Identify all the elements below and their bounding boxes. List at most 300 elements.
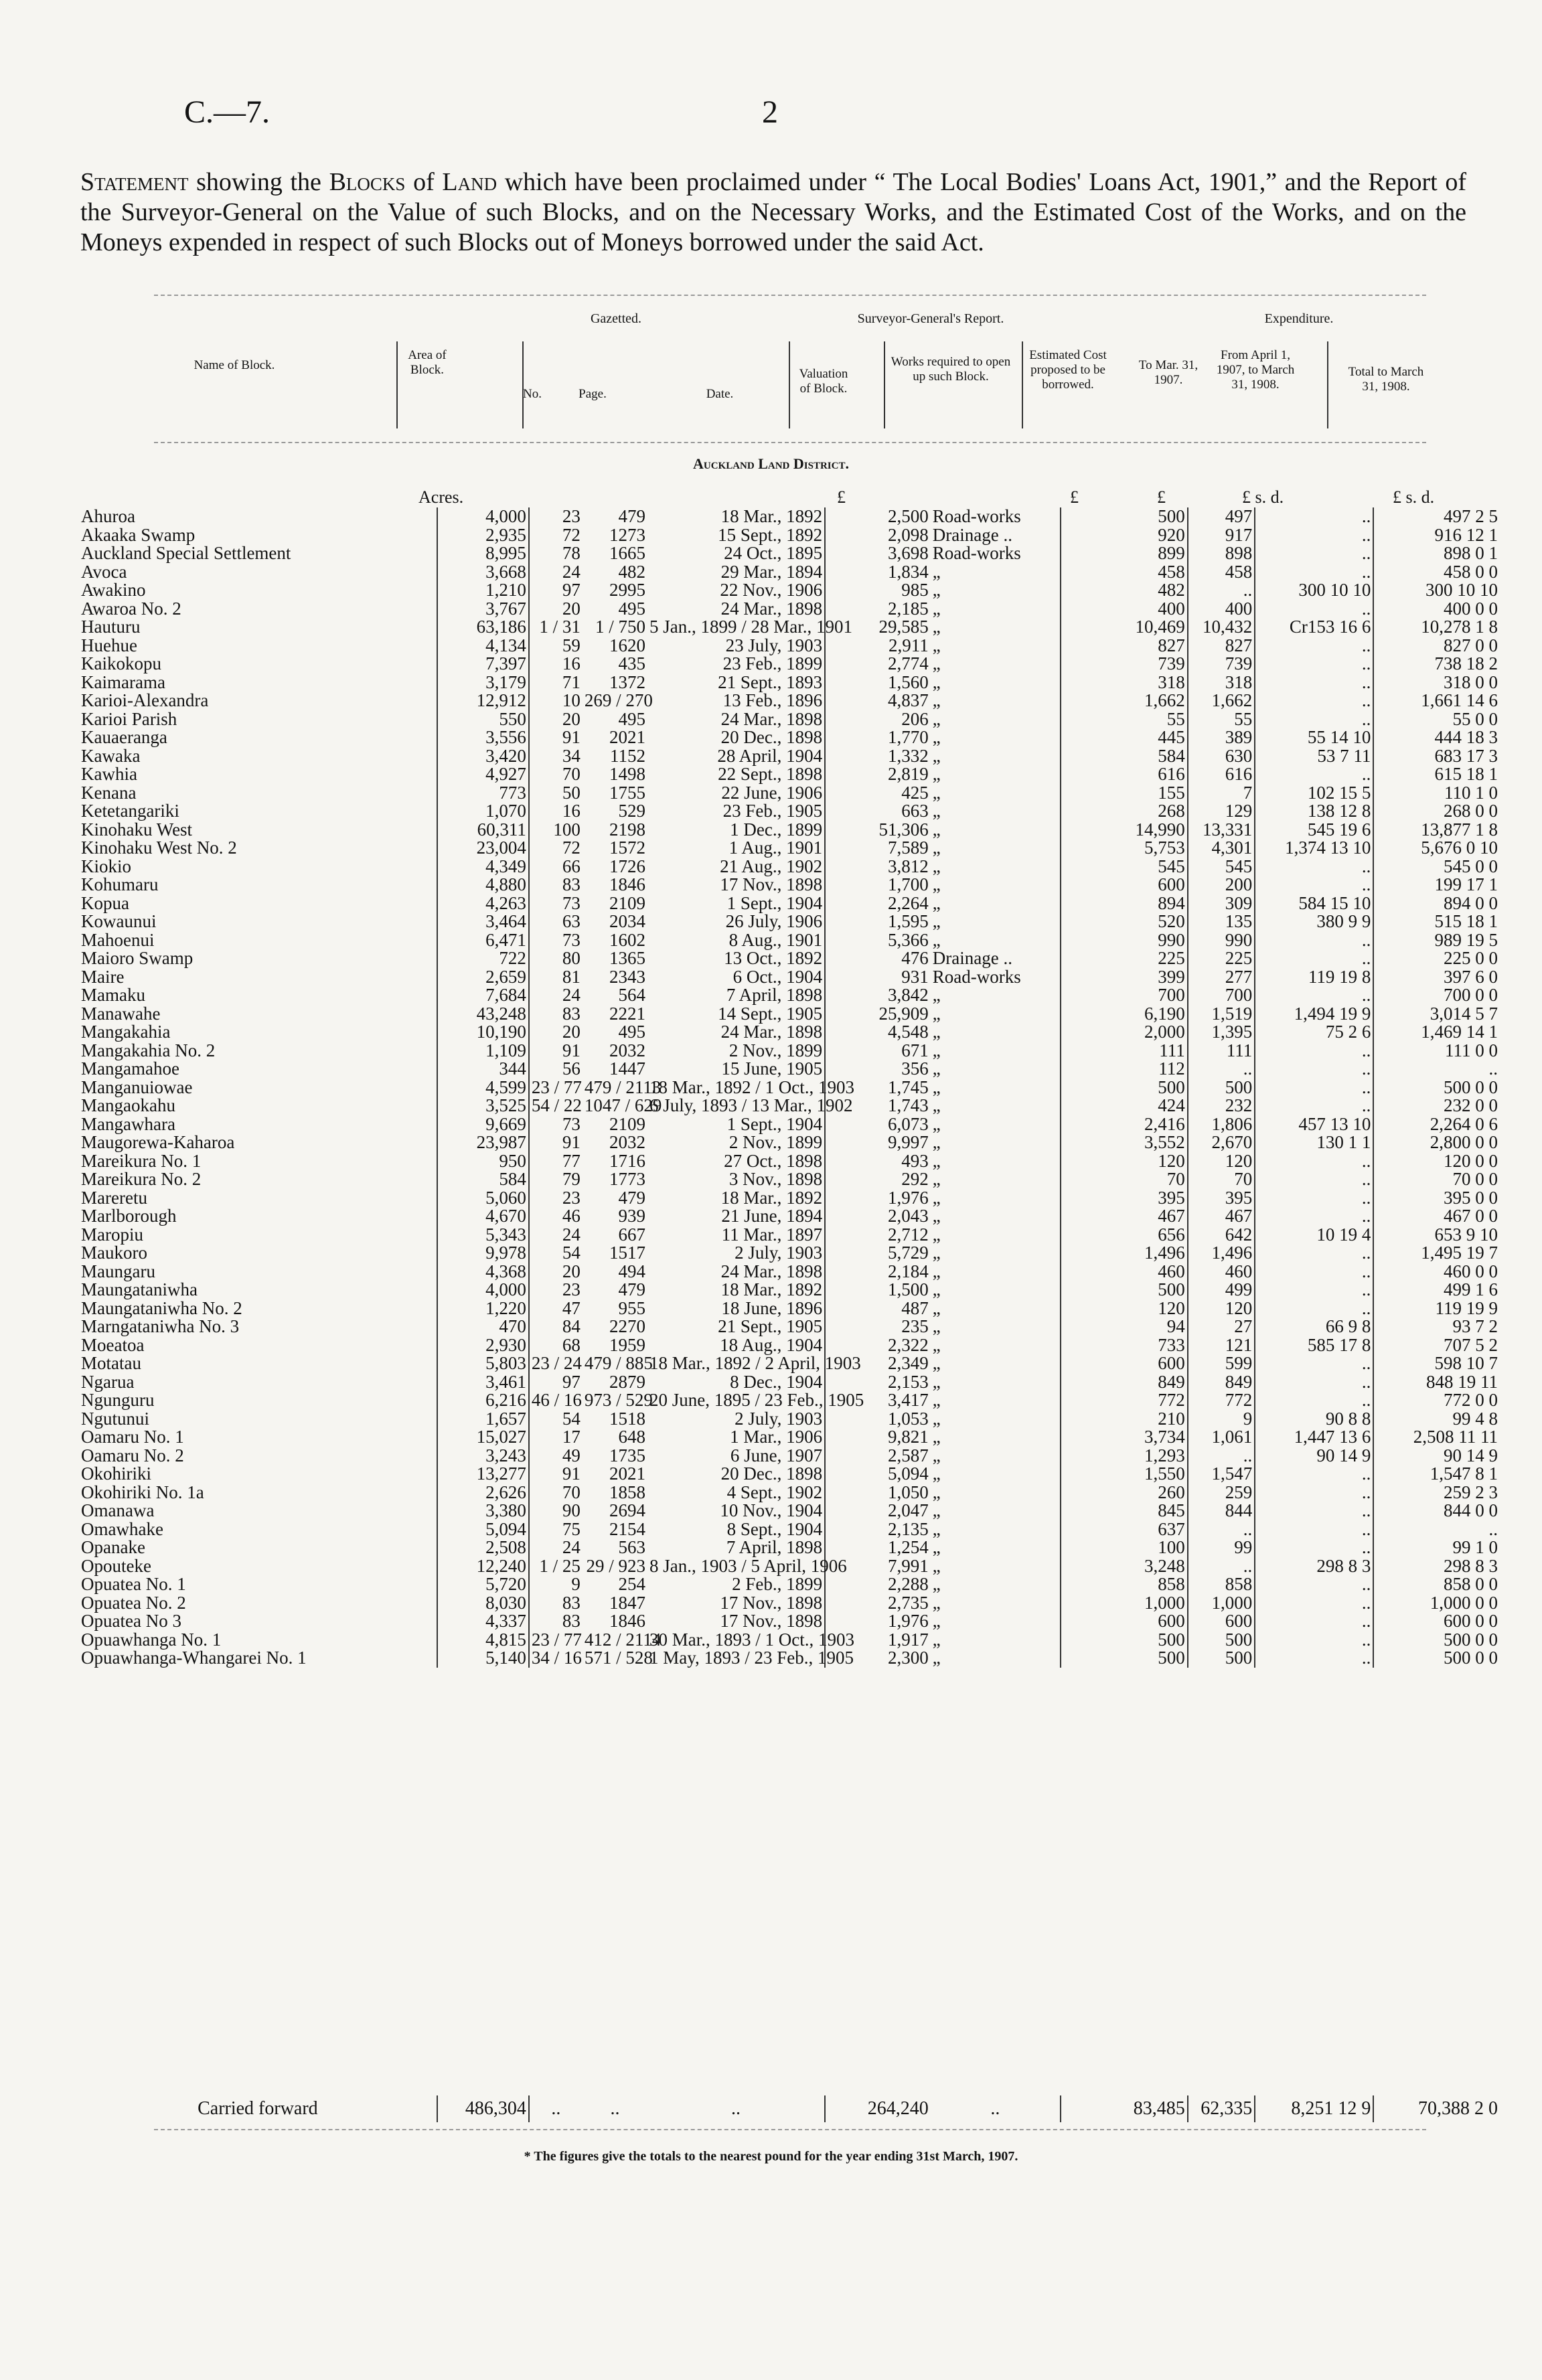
cell-val: 476	[825, 949, 931, 968]
table-row	[79, 1594, 1500, 1613]
cell-works: „	[932, 1261, 941, 1281]
cell-total: 99 4 8	[1373, 1410, 1500, 1429]
cell-est: 460	[1061, 1263, 1188, 1281]
cell-to: ..	[1188, 1557, 1255, 1576]
cell-from: ..	[1255, 710, 1373, 729]
cell-from: ..	[1255, 931, 1373, 950]
cell-page: 939	[618, 1206, 645, 1226]
cell-area: 5,720	[437, 1575, 529, 1594]
cell-from: 1,494 19 9	[1255, 1005, 1373, 1024]
cell-page: 435	[618, 653, 645, 674]
cell-date: 8 Dec., 1904	[730, 1371, 823, 1392]
cell-val: 2,288	[825, 1575, 931, 1594]
cell-works: Road-works	[932, 966, 1021, 987]
title-blocks: Blocks	[329, 168, 406, 196]
cell-works: „	[932, 801, 941, 821]
cell-no: 100	[529, 821, 583, 840]
cell-total: 1,495 19 7	[1373, 1244, 1500, 1263]
cell-date: 23 Feb., 1899	[722, 653, 823, 674]
cell-from: 66 9 8	[1255, 1318, 1373, 1336]
cell-page: 2032	[609, 1040, 645, 1060]
cell-area: 4,349	[437, 858, 529, 876]
cell-no: 70	[529, 765, 583, 784]
cell-page: 1518	[609, 1408, 645, 1429]
cell-date: 28 April, 1904	[717, 745, 823, 766]
cell-works: „	[932, 929, 941, 950]
cell-est: 656	[1061, 1226, 1188, 1245]
cell-page: 495	[618, 1022, 645, 1042]
cell-page: 479 / 2113	[584, 1077, 662, 1097]
cell-to: 7	[1188, 784, 1255, 803]
cell-works: „	[932, 838, 941, 858]
cell-no: 23 / 77	[529, 1631, 583, 1650]
cell-date: 21 Aug., 1902	[720, 856, 823, 876]
cell-to: 400	[1188, 600, 1255, 619]
cell-to: 898	[1188, 544, 1255, 563]
cell-name: Ngarua	[81, 1371, 135, 1392]
header-rule	[884, 341, 885, 428]
cell-total: ..	[1373, 1060, 1500, 1079]
table-row	[79, 1484, 1500, 1502]
cell-est: 111	[1061, 1042, 1188, 1060]
cell-works: „	[932, 1058, 941, 1079]
cell-from: ..	[1255, 544, 1373, 563]
cell-val: 1,053	[825, 1410, 931, 1429]
cell-date: 21 June, 1894	[721, 1206, 823, 1226]
statement-title	[80, 167, 1466, 258]
cell-date: 20 Dec., 1898	[720, 727, 823, 748]
cell-no: 46 / 16	[529, 1391, 583, 1410]
cell-area: 5,094	[437, 1520, 529, 1539]
cell-val: 1,745	[825, 1079, 931, 1097]
cell-page: 412 / 2114	[584, 1629, 662, 1650]
cell-area: 2,508	[437, 1538, 529, 1557]
cell-date: 1 May, 1893 / 23 Feb., 1905	[649, 1648, 854, 1668]
cell-to: ..	[1188, 1060, 1255, 1079]
table-row	[79, 692, 1500, 710]
cell-date: 8 Sept., 1904	[726, 1518, 823, 1539]
cell-date: 1 Aug., 1901	[728, 838, 823, 858]
cell-date: 4 Sept., 1902	[726, 1482, 823, 1502]
table-row	[79, 1115, 1500, 1134]
cell-date: 27 Oct., 1898	[724, 1150, 823, 1171]
cell-page: 479	[618, 1279, 645, 1300]
cell-val: 7,991	[825, 1557, 931, 1576]
cell-works: „	[932, 1648, 941, 1668]
table-row	[79, 1079, 1500, 1097]
cell-page: 269 / 270	[584, 690, 653, 711]
cell-no: 34	[529, 747, 583, 766]
cell-works: „	[932, 1611, 941, 1632]
cell-val: 1,254	[825, 1538, 931, 1557]
cell-name: Kaimarama	[81, 671, 165, 692]
table-row	[79, 968, 1500, 987]
cell-to: 499	[1188, 1281, 1255, 1299]
cell-est: 500	[1061, 1281, 1188, 1299]
column-header-date: Date.	[706, 387, 734, 401]
cell-to: 55	[1188, 710, 1255, 729]
cell-page: 1365	[609, 948, 645, 969]
cell-est: 600	[1061, 1354, 1188, 1373]
cell-total: 259 2 3	[1373, 1484, 1500, 1502]
cell-area: 344	[437, 1060, 529, 1079]
cell-val: 2,349	[825, 1354, 931, 1373]
cell-page: 2198	[609, 819, 645, 840]
cell-total: 400 0 0	[1373, 600, 1500, 619]
cell-total: 467 0 0	[1373, 1207, 1500, 1226]
carried-forward-area: 486,304	[437, 2095, 529, 2122]
cell-val: 1,700	[825, 876, 931, 894]
cell-page: 1498	[609, 764, 645, 785]
cell-no: 16	[529, 802, 583, 821]
cell-no: 49	[529, 1447, 583, 1465]
table-row	[79, 600, 1500, 619]
cell-name: Huehue	[81, 635, 137, 655]
cell-area: 4,000	[437, 1281, 529, 1299]
table-row	[79, 1447, 1500, 1465]
cell-name: Mangakahia	[81, 1022, 171, 1042]
cell-no: 72	[529, 839, 583, 858]
cell-area: 4,000	[437, 507, 529, 526]
cell-total: 119 19 9	[1373, 1299, 1500, 1318]
cell-works: „	[932, 1206, 941, 1226]
cell-area: 1,220	[437, 1299, 529, 1318]
cell-est: 637	[1061, 1520, 1188, 1539]
cell-val: 985	[825, 581, 931, 600]
cell-total: 458 0 0	[1373, 563, 1500, 582]
cell-est: 1,496	[1061, 1244, 1188, 1263]
cell-name: Opuawhanga-Whangarei No. 1	[81, 1648, 307, 1668]
cell-to: 1,547	[1188, 1465, 1255, 1484]
cell-val: 5,366	[825, 931, 931, 950]
cell-from: ..	[1255, 1299, 1373, 1318]
cell-from: ..	[1255, 1465, 1373, 1484]
cell-from: 130 1 1	[1255, 1133, 1373, 1152]
cell-works: „	[932, 580, 941, 601]
cell-area: 4,880	[437, 876, 529, 894]
table-row	[79, 986, 1500, 1005]
cell-date: 2 July, 1903	[735, 1408, 823, 1429]
cell-name: Mangamahoe	[81, 1058, 179, 1079]
cell-val: 425	[825, 784, 931, 803]
cell-total: 1,000 0 0	[1373, 1594, 1500, 1613]
title-land: Land	[442, 168, 497, 196]
cell-page: 1602	[609, 929, 645, 950]
cell-val: 2,911	[825, 637, 931, 655]
table-row	[79, 802, 1500, 821]
header-top-rule	[154, 295, 1426, 296]
cell-name: Kohumaru	[81, 874, 159, 895]
cell-total: 444 18 3	[1373, 728, 1500, 747]
table-row	[79, 1373, 1500, 1392]
cell-works: „	[932, 1095, 941, 1116]
table-row	[79, 637, 1500, 655]
cell-page: 1273	[609, 524, 645, 545]
cell-date: 15 June, 1905	[721, 1058, 823, 1079]
cell-area: 3,556	[437, 728, 529, 747]
unit-to-mar: £	[1157, 487, 1166, 507]
cell-date: 13 Feb., 1896	[722, 690, 823, 711]
cell-to: 739	[1188, 655, 1255, 673]
cell-val: 2,712	[825, 1226, 931, 1245]
cell-date: 17 Nov., 1898	[720, 1611, 823, 1632]
cell-total: 683 17 3	[1373, 747, 1500, 766]
cell-val: 2,098	[825, 526, 931, 545]
cell-area: 4,927	[437, 765, 529, 784]
cell-area: 4,815	[437, 1631, 529, 1650]
cell-val: 1,976	[825, 1189, 931, 1208]
cell-area: 4,337	[437, 1612, 529, 1631]
cell-works: „	[932, 856, 941, 876]
cell-total: 1,547 8 1	[1373, 1465, 1500, 1484]
carried-forward-date: ..	[731, 2098, 741, 2119]
cell-no: 63	[529, 913, 583, 931]
cell-total: 500 0 0	[1373, 1631, 1500, 1650]
title-rest: which have been proclaimed under “ The Local Bodies' Loans Act, 1901,” and the Report of the Surveyor-General on the Value of such Blocks, and on the Necessary Works, and the Estimated Cost of the Works, and on the Moneys expended in respect of such Blocks out of Moneys borrowed under the said Act.	[80, 168, 1466, 256]
cell-from: ..	[1255, 765, 1373, 784]
table-row	[79, 747, 1500, 766]
cell-no: 20	[529, 710, 583, 729]
cell-name: Oamaru No. 2	[81, 1445, 184, 1465]
cell-val: 2,264	[825, 894, 931, 913]
cell-area: 3,380	[437, 1502, 529, 1520]
cell-no: 56	[529, 1060, 583, 1079]
cell-est: 1,662	[1061, 692, 1188, 710]
cell-total: 499 1 6	[1373, 1281, 1500, 1299]
cell-page: 1773	[609, 1169, 645, 1190]
cell-no: 9	[529, 1575, 583, 1594]
cell-est: 400	[1061, 600, 1188, 619]
cell-val: 9,821	[825, 1428, 931, 1447]
cell-from: ..	[1255, 1189, 1373, 1208]
cell-area: 1,109	[437, 1042, 529, 1060]
cell-page: 479 / 885	[584, 1353, 653, 1374]
cell-est: 458	[1061, 563, 1188, 582]
column-header-to-mar-1907: To Mar. 31, 1907.	[1138, 358, 1199, 387]
cell-est: 545	[1061, 858, 1188, 876]
cell-name: Marlborough	[81, 1206, 177, 1226]
cell-no: 23 / 24	[529, 1354, 583, 1373]
cell-total: 2,508 11 11	[1373, 1428, 1500, 1447]
cell-no: 10	[529, 692, 583, 710]
cell-name: Maire	[81, 966, 125, 987]
cell-works: „	[932, 1482, 941, 1502]
cell-to: 27	[1188, 1318, 1255, 1336]
unit-valuation: £	[837, 487, 846, 507]
cell-est: 772	[1061, 1391, 1188, 1410]
table-row	[79, 1391, 1500, 1410]
table-row	[79, 821, 1500, 840]
cell-name: Kopua	[81, 892, 129, 913]
cell-page: 1665	[609, 543, 645, 564]
table-row	[79, 1612, 1500, 1631]
cell-no: 90	[529, 1502, 583, 1520]
cell-works: „	[932, 911, 941, 932]
column-header-no: No.	[523, 387, 542, 401]
cell-from: ..	[1255, 1594, 1373, 1613]
cell-page: 1846	[609, 874, 645, 895]
cell-est: 155	[1061, 784, 1188, 803]
cell-page: 1572	[609, 838, 645, 858]
cell-total: 225 0 0	[1373, 949, 1500, 968]
cell-area: 12,240	[437, 1557, 529, 1576]
cell-to: 500	[1188, 1079, 1255, 1097]
cell-date: 24 Mar., 1898	[720, 598, 823, 619]
cell-works: Road-works	[932, 543, 1021, 564]
cell-works: „	[932, 1555, 941, 1576]
cell-est: 2,416	[1061, 1115, 1188, 1134]
cell-name: Kenana	[81, 782, 137, 803]
cell-area: 550	[437, 710, 529, 729]
cell-area: 2,626	[437, 1484, 529, 1502]
cell-to: 225	[1188, 949, 1255, 968]
table-row	[79, 931, 1500, 950]
cell-total: 300 10 10	[1373, 581, 1500, 600]
cell-est: 260	[1061, 1484, 1188, 1502]
cell-val: 3,842	[825, 986, 931, 1005]
cell-name: Ahuroa	[81, 506, 135, 527]
cell-name: Maioro Swamp	[81, 948, 194, 969]
cell-no: 24	[529, 1226, 583, 1245]
cell-val: 3,417	[825, 1391, 931, 1410]
cell-area: 60,311	[437, 821, 529, 840]
cell-no: 1 / 25	[529, 1557, 583, 1576]
carried-forward-estimated: 83,485	[1061, 2095, 1188, 2122]
cell-name: Maungataniwha	[81, 1279, 198, 1300]
cell-from: ..	[1255, 1060, 1373, 1079]
cell-from: 300 10 10	[1255, 581, 1373, 600]
cell-page: 1716	[609, 1150, 645, 1171]
cell-from: 90 14 9	[1255, 1447, 1373, 1465]
cell-area: 722	[437, 949, 529, 968]
cell-area: 23,004	[437, 839, 529, 858]
unit-estimated: £	[1070, 487, 1079, 507]
cell-name: Auckland Special Settlement	[81, 543, 291, 564]
cell-total: 90 14 9	[1373, 1447, 1500, 1465]
cell-total: 898 0 1	[1373, 544, 1500, 563]
cell-to: 858	[1188, 1575, 1255, 1594]
cell-no: 54 / 22	[529, 1097, 583, 1115]
cell-name: Opanake	[81, 1537, 145, 1558]
cell-total: 500 0 0	[1373, 1649, 1500, 1668]
cell-est: 467	[1061, 1207, 1188, 1226]
cell-total: 70 0 0	[1373, 1170, 1500, 1189]
cell-total: 515 18 1	[1373, 913, 1500, 931]
cell-from: 75 2 6	[1255, 1023, 1373, 1042]
cell-from: ..	[1255, 949, 1373, 968]
cell-from: 10 19 4	[1255, 1226, 1373, 1245]
cell-works: „	[932, 1518, 941, 1539]
cell-name: Opuatea No. 2	[81, 1592, 186, 1613]
table-row	[79, 1005, 1500, 1024]
cell-area: 5,803	[437, 1354, 529, 1373]
cell-date: 18 Mar., 1892	[720, 506, 823, 527]
cell-page: 1152	[610, 745, 645, 766]
cell-val: 2,587	[825, 1447, 931, 1465]
cell-area: 8,995	[437, 544, 529, 563]
cell-name: Ngunguru	[81, 1390, 155, 1411]
cell-to: 121	[1188, 1336, 1255, 1355]
cell-page: 2270	[609, 1316, 645, 1337]
cell-no: 23	[529, 507, 583, 526]
cell-to: 458	[1188, 563, 1255, 582]
cell-page: 1726	[609, 856, 645, 876]
cell-est: 120	[1061, 1152, 1188, 1171]
cell-works: „	[932, 1500, 941, 1521]
cell-date: 22 Nov., 1906	[720, 580, 823, 601]
table-row	[79, 673, 1500, 692]
cell-date: 30 Mar., 1893 / 1 Oct., 1903	[649, 1629, 854, 1650]
cell-total: ..	[1373, 1520, 1500, 1539]
cell-date: 23 July, 1903	[725, 635, 823, 655]
cell-date: 18 Aug., 1904	[720, 1334, 823, 1355]
cell-date: 6 June, 1907	[730, 1445, 823, 1465]
cell-no: 20	[529, 1023, 583, 1042]
cell-est: 3,552	[1061, 1133, 1188, 1152]
cell-page: 1755	[609, 782, 645, 803]
header-rule	[1327, 341, 1328, 428]
cell-from: 1,447 13 6	[1255, 1428, 1373, 1447]
carried-forward-total: 70,388 2 0	[1373, 2095, 1500, 2122]
cell-no: 91	[529, 1042, 583, 1060]
cell-works: „	[932, 1427, 941, 1447]
cell-val: 235	[825, 1318, 931, 1336]
cell-page: 1 / 750	[595, 617, 645, 637]
cell-date: 8 Aug., 1901	[728, 929, 823, 950]
cell-est: 616	[1061, 765, 1188, 784]
cell-name: Moeatoa	[81, 1334, 145, 1355]
cell-val: 1,050	[825, 1484, 931, 1502]
table-row	[79, 1631, 1500, 1650]
cell-val: 1,770	[825, 728, 931, 747]
cell-date: 22 Sept., 1898	[718, 764, 823, 785]
cell-area: 2,659	[437, 968, 529, 987]
cell-works: Drainage ..	[932, 948, 1012, 969]
cell-est: 849	[1061, 1373, 1188, 1392]
cell-no: 46	[529, 1207, 583, 1226]
cell-no: 75	[529, 1520, 583, 1539]
carried-forward-page: ..	[610, 2098, 620, 2119]
cell-from: ..	[1255, 692, 1373, 710]
cell-no: 20	[529, 1263, 583, 1281]
cell-val: 1,834	[825, 563, 931, 582]
cell-page: 1447	[609, 1058, 645, 1079]
cell-total: 397 6 0	[1373, 968, 1500, 987]
cell-no: 47	[529, 1299, 583, 1318]
cell-no: 50	[529, 784, 583, 803]
cell-no: 83	[529, 1612, 583, 1631]
cell-val: 6,073	[825, 1115, 931, 1134]
cell-val: 4,837	[825, 692, 931, 710]
cell-total: 738 18 2	[1373, 655, 1500, 673]
cell-date: 17 Nov., 1898	[720, 874, 823, 895]
cell-date: 1 Dec., 1899	[730, 819, 823, 840]
cell-to: 318	[1188, 673, 1255, 692]
cell-area: 3,179	[437, 673, 529, 692]
cell-est: 55	[1061, 710, 1188, 729]
cell-area: 1,657	[437, 1410, 529, 1429]
cell-val: 5,094	[825, 1465, 931, 1484]
cell-area: 23,987	[437, 1133, 529, 1152]
table-row	[79, 1575, 1500, 1594]
cell-works: „	[932, 1040, 941, 1060]
cell-area: 3,668	[437, 563, 529, 582]
cell-area: 4,263	[437, 894, 529, 913]
cell-from: ..	[1255, 1391, 1373, 1410]
cell-to: 1,806	[1188, 1115, 1255, 1134]
cell-no: 97	[529, 581, 583, 600]
table-row	[79, 1520, 1500, 1539]
